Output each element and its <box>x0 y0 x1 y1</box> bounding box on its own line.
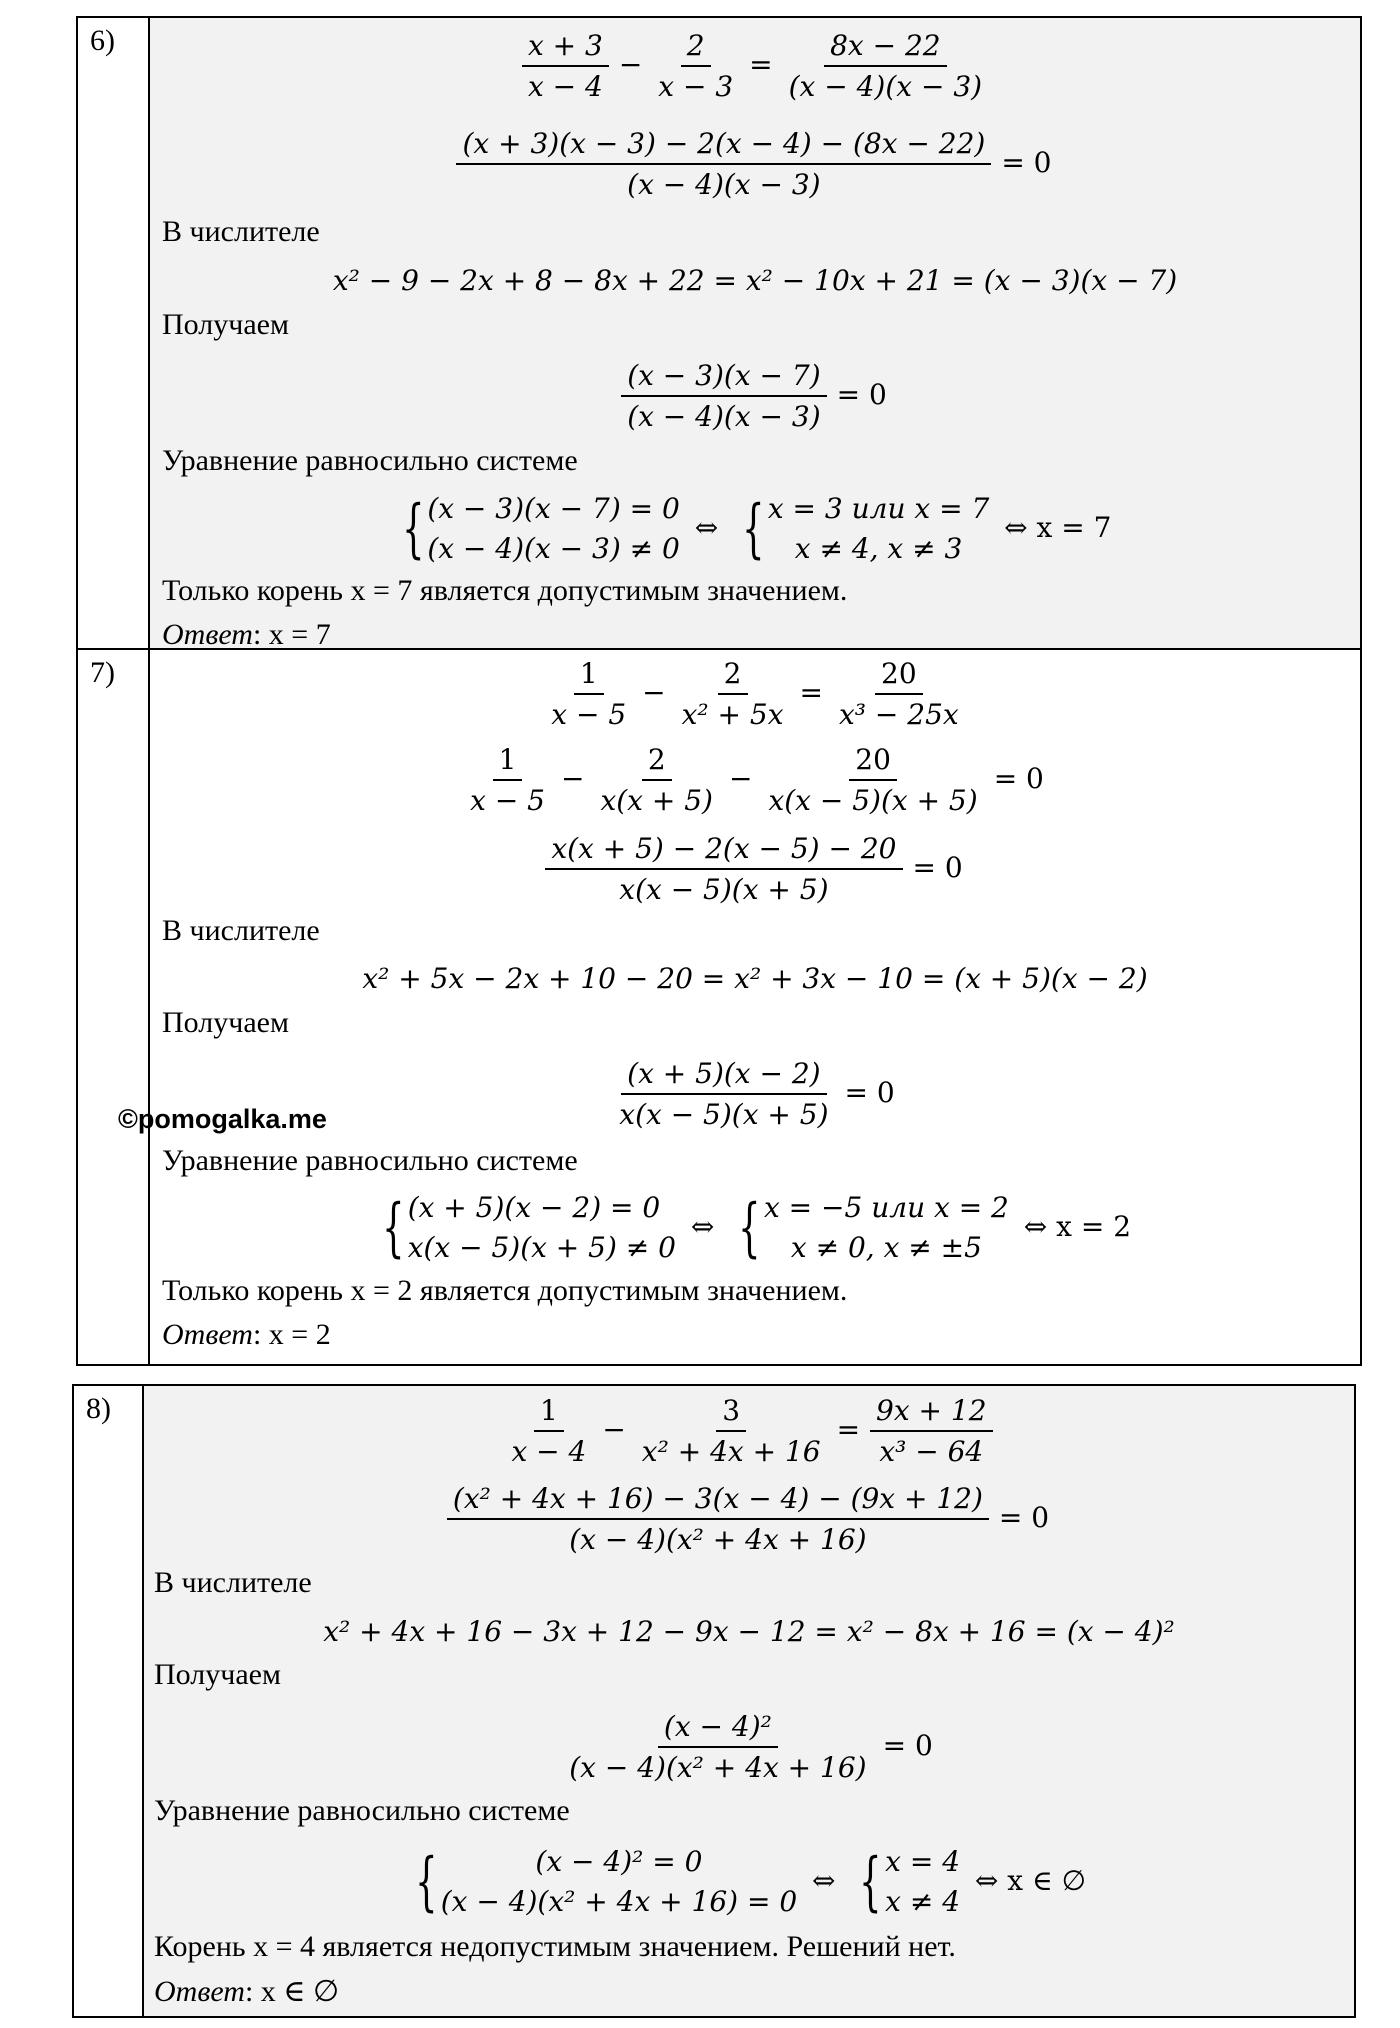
equals-zero: = 0 <box>1001 145 1052 179</box>
fraction-denominator: x − 4 <box>527 70 603 103</box>
problem-number: 7) <box>90 656 115 689</box>
numerator-expression: x² − 9 − 2x + 8 − 8x + 22 = x² − 10x + 21 = (x − 3)(x − 7) <box>332 263 1178 297</box>
table-problem-8 <box>72 1384 1356 2018</box>
system-line: x ≠ 4 <box>885 1885 961 1918</box>
numerator-expansion <box>150 258 1360 302</box>
label-numerator: В числителе <box>162 914 320 947</box>
answer <box>154 1974 339 2009</box>
equals-zero: = 0 <box>836 377 887 411</box>
fraction-numerator: 2 <box>718 657 748 695</box>
equation-system: { (x − 3)(x − 7) = 0 (x − 4)(x − 3) ≠ 0 ⇔ { x = 3 или x = 7 x ≠ 4, x ≠ 3 ⇔ x = 7 <box>150 484 1360 574</box>
equation-original: $\frac{1}{x - 4}$ − $\frac{3}{\text{x² + 4x + 16}}$ = $\frac{9x + 12}{\text{x³ − 64}}$ <box>144 1388 1354 1474</box>
label-numerator: В числителе <box>154 1566 312 1599</box>
fraction-numerator: 1 <box>534 1394 564 1432</box>
watermark: ©pomogalka.me <box>118 1104 327 1134</box>
fraction-numerator: 1 <box>574 657 604 695</box>
equation-combined <box>150 116 1360 212</box>
problem-6-solution <box>150 18 1360 651</box>
label-result: Получаем <box>154 1658 281 1691</box>
answer <box>162 618 331 652</box>
problem-8-row <box>74 1386 1354 2016</box>
equals-zero: = 0 <box>993 761 1044 795</box>
problem-number-cell <box>74 1386 144 2016</box>
fraction-denominator: x(x − 5)(x + 5) <box>768 784 978 817</box>
label-result: Получаем <box>162 1006 289 1039</box>
system-line: (x − 4)² = 0 <box>535 1845 703 1878</box>
label-system: Уравнение равносильно системе <box>154 1794 570 1827</box>
label-numerator: В числителе <box>162 215 320 248</box>
equation-decomposed: $\frac{1}{x - 5}$ − $\frac{2}{x(x + 5)}$ − $\frac{20}{x(x - 5)(x + 5)}$ = 0 <box>150 738 1360 822</box>
answer-value: : x ∈ ∅ <box>244 1975 340 2008</box>
label-system: Уравнение равносильно системе <box>162 1144 578 1177</box>
problem-number-cell <box>78 650 150 1364</box>
system-line: x = 3 или x = 7 <box>767 492 990 525</box>
numerator-expansion <box>144 1608 1354 1654</box>
answer-value: : x = 7 <box>252 618 331 651</box>
conclusion: Корень x = 4 является недопустимым значением. Решений нет. <box>154 1930 956 1963</box>
equation-system: { (x − 4)² = 0 (x − 4)(x² + 4x + 16) = 0 ⇔ { x = 4 x ≠ 4 ⇔ x ∈ ∅ <box>144 1836 1354 1928</box>
fraction-numerator: (x − 4)² <box>658 1710 778 1748</box>
system-line: x ≠ 0, x ≠ ±5 <box>790 1231 982 1264</box>
fraction-numerator: 20 <box>849 743 897 781</box>
equals-zero: = 0 <box>882 1728 933 1762</box>
problem-7-row <box>78 650 1360 1364</box>
numerator-expression: x² + 5x − 2x + 10 − 20 = x² + 3x − 10 = (x + 5)(x − 2) <box>362 961 1148 995</box>
system-line: x = 4 <box>885 1845 961 1878</box>
table-problems-6-7 <box>76 16 1362 1366</box>
equation-factored <box>150 350 1360 442</box>
system-line: (x − 4)(x − 3) ≠ 0 <box>427 532 680 565</box>
system-line: x ≠ 4, x ≠ 3 <box>794 532 963 565</box>
fraction-denominator: (x − 4)(x² + 4x + 16) <box>569 1523 867 1556</box>
equivalence-sign: ⇔ <box>812 1863 836 1897</box>
system-line: x(x − 5)(x + 5) ≠ 0 <box>407 1231 676 1264</box>
fraction-numerator: 2 <box>681 29 711 67</box>
answer-label: Ответ <box>162 1318 253 1351</box>
system-result: ⇔ x ∈ ∅ <box>974 1863 1086 1897</box>
equation-combined <box>150 826 1360 912</box>
fraction-denominator: (x − 4)(x − 3) <box>788 70 983 103</box>
equation-factored <box>150 1050 1360 1138</box>
fraction-denominator: x² + 5x <box>681 698 784 731</box>
label-result: Получаем <box>162 308 289 341</box>
equivalence-sign: ⇔ <box>690 1209 715 1243</box>
problem-number: 6) <box>90 24 115 57</box>
equation-factored <box>144 1702 1354 1792</box>
fraction-numerator: 8x − 22 <box>824 29 947 67</box>
equivalence-sign: ⇔ <box>694 510 719 544</box>
fraction-numerator: x(x + 5) − 2(x − 5) − 20 <box>545 832 902 870</box>
fraction-numerator: x + 3 <box>522 29 609 67</box>
numerator-expansion <box>150 956 1360 1000</box>
equation-original: $\frac{x + 3}{x - 4}$ − $\frac{2}{x - 3}$ = $\frac{8x - 22}{(x - 4)(x - 3)}$ <box>150 20 1360 112</box>
fraction-denominator: (x − 4)(x² + 4x + 16) <box>569 1751 867 1784</box>
fraction-denominator: x² + 4x + 16 <box>641 1435 821 1468</box>
conclusion: Только корень x = 7 является допустимым значением. <box>162 574 848 607</box>
fraction-denominator: x(x + 5) <box>600 784 713 817</box>
equals-zero: = 0 <box>998 1500 1050 1534</box>
fraction-denominator: x³ − 25x <box>839 698 959 731</box>
equals-zero: = 0 <box>844 1075 895 1109</box>
fraction-denominator: x − 3 <box>658 70 734 103</box>
fraction-numerator: (x + 3)(x − 3) − 2(x − 4) − (8x − 22) <box>456 127 991 165</box>
problem-6-row <box>78 18 1360 650</box>
fraction-denominator: x − 5 <box>551 698 627 731</box>
equation-system: { (x + 5)(x − 2) = 0 x(x − 5)(x + 5) ≠ 0 ⇔ { x = −5 или x = 2 x ≠ 0, x ≠ ±5 ⇔ x = 2 <box>150 1184 1360 1272</box>
fraction-denominator: (x − 4)(x − 3) <box>627 168 821 201</box>
system-result: ⇔ x = 7 <box>1004 510 1112 544</box>
equation-combined <box>144 1474 1354 1564</box>
problem-8-solution <box>144 1386 1354 2016</box>
system-result: ⇔ x = 2 <box>1023 1209 1132 1243</box>
fraction-denominator: (x − 4)(x − 3) <box>627 400 821 433</box>
fraction-numerator: 9x + 12 <box>870 1394 993 1432</box>
fraction-numerator: 2 <box>642 743 672 781</box>
fraction-denominator: x(x − 5)(x + 5) <box>619 1098 829 1131</box>
answer-label: Ответ <box>162 618 253 651</box>
conclusion: Только корень x = 2 является допустимым значением. <box>162 1274 848 1307</box>
equation-original: $\frac{1}{x - 5}$ − $\frac{2}{\text{x² + 5x}}$ = $\frac{20}{\text{x³ − 25x}}$ <box>150 652 1360 736</box>
system-line: (x − 3)(x − 7) = 0 <box>427 492 680 525</box>
fraction-numerator: (x − 3)(x − 7) <box>621 359 826 397</box>
fraction-denominator: x − 5 <box>470 784 545 817</box>
answer <box>162 1318 331 1352</box>
fraction-numerator: (x + 5)(x − 2) <box>621 1057 826 1095</box>
fraction-numerator: 20 <box>875 657 923 695</box>
label-system: Уравнение равносильно системе <box>162 444 578 477</box>
fraction-numerator: (x² + 4x + 16) − 3(x − 4) − (9x + 12) <box>447 1482 989 1520</box>
problem-number: 8) <box>86 1392 111 1425</box>
problem-number-cell <box>78 18 150 648</box>
numerator-expression: x² + 4x + 16 − 3x + 12 − 9x − 12 = x² − 8x + 16 = (x − 4)² <box>323 1614 1175 1648</box>
equals-zero: = 0 <box>912 850 963 884</box>
fraction-numerator: 1 <box>493 743 523 781</box>
answer-value: : x = 2 <box>252 1318 331 1351</box>
fraction-denominator: x − 4 <box>511 1435 587 1468</box>
problem-7-solution <box>150 650 1360 1364</box>
fraction-denominator: x(x − 5)(x + 5) <box>619 873 829 906</box>
system-line: (x + 5)(x − 2) = 0 <box>407 1191 661 1224</box>
system-line: (x − 4)(x² + 4x + 16) = 0 <box>440 1885 798 1918</box>
answer-label: Ответ <box>154 1975 245 2008</box>
fraction-numerator: 3 <box>716 1394 746 1432</box>
system-line: x = −5 или x = 2 <box>763 1191 1009 1224</box>
fraction-denominator: x³ − 64 <box>879 1435 984 1468</box>
